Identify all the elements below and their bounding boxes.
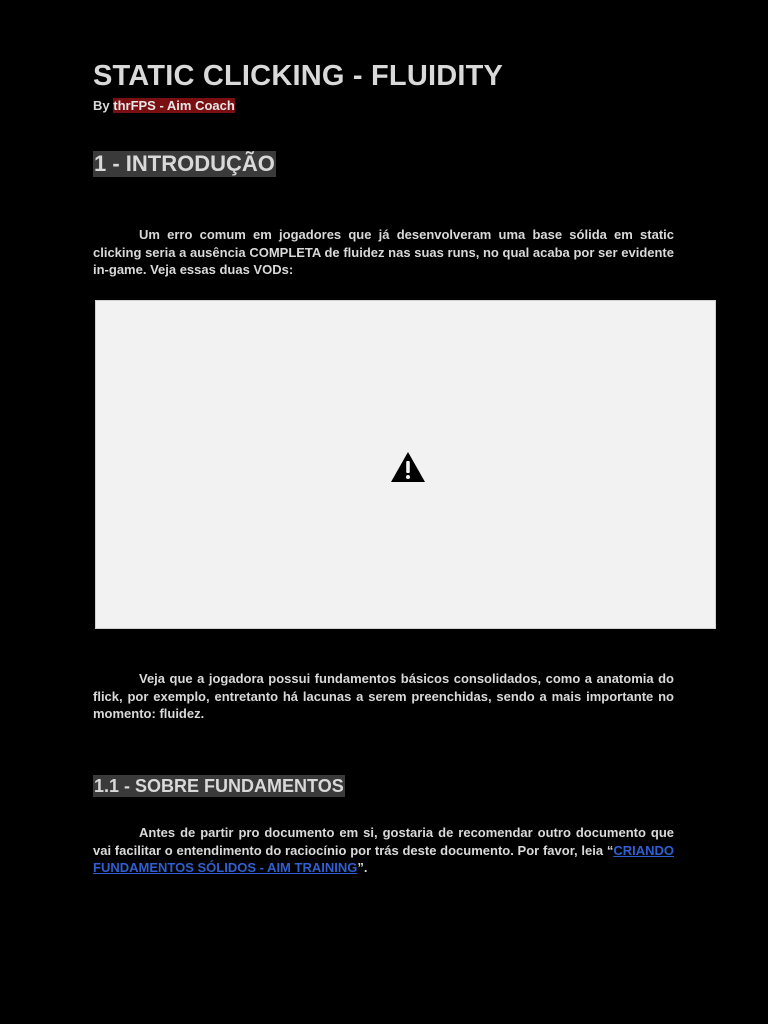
fundamentos-paragraph [93,824,674,877]
fundamentos-doc-link[interactable]: CRIANDO FUNDAMENTOS SÓLIDOS - AIM TRAINING [93,842,674,876]
author-name: thrFPS - Aim Coach [113,98,235,113]
section-heading-introducao: 1 - INTRODUÇÃO [94,151,275,176]
byline-prefix: By [93,98,114,113]
warning-triangle-icon [390,451,426,483]
video-embed-placeholder[interactable] [95,300,716,629]
fundamentos-text-after-link: ”. [357,860,368,876]
fundamentos-text-before-link: Antes de partir pro documento em si, gostaria de recomendar outro documento que vai facilitar o entendimento do raciocínio por trás deste documento. Por favor, leia “ [93,825,674,858]
section-heading-sobre-fundamentos: 1.1 - SOBRE FUNDAMENTOS [94,776,344,796]
byline [93,98,235,113]
document-title: STATIC CLICKING - FLUIDITY [93,60,504,92]
intro-paragraph: Um erro comum em jogadores que já desenvolveram uma base sólida em static clicking seria a ausência COMPLETA de fluidez nas suas runs, no qual acaba por ser evidente in-game. Veja essas duas VODs: [93,227,674,278]
after-media-paragraph: Veja que a jogadora possui fundamentos básicos consolidados, como a anatomia do flick, por exemplo, entretanto há lacunas a serem preenchidas, sendo a mais importante no momento: fluidez. [93,671,674,722]
